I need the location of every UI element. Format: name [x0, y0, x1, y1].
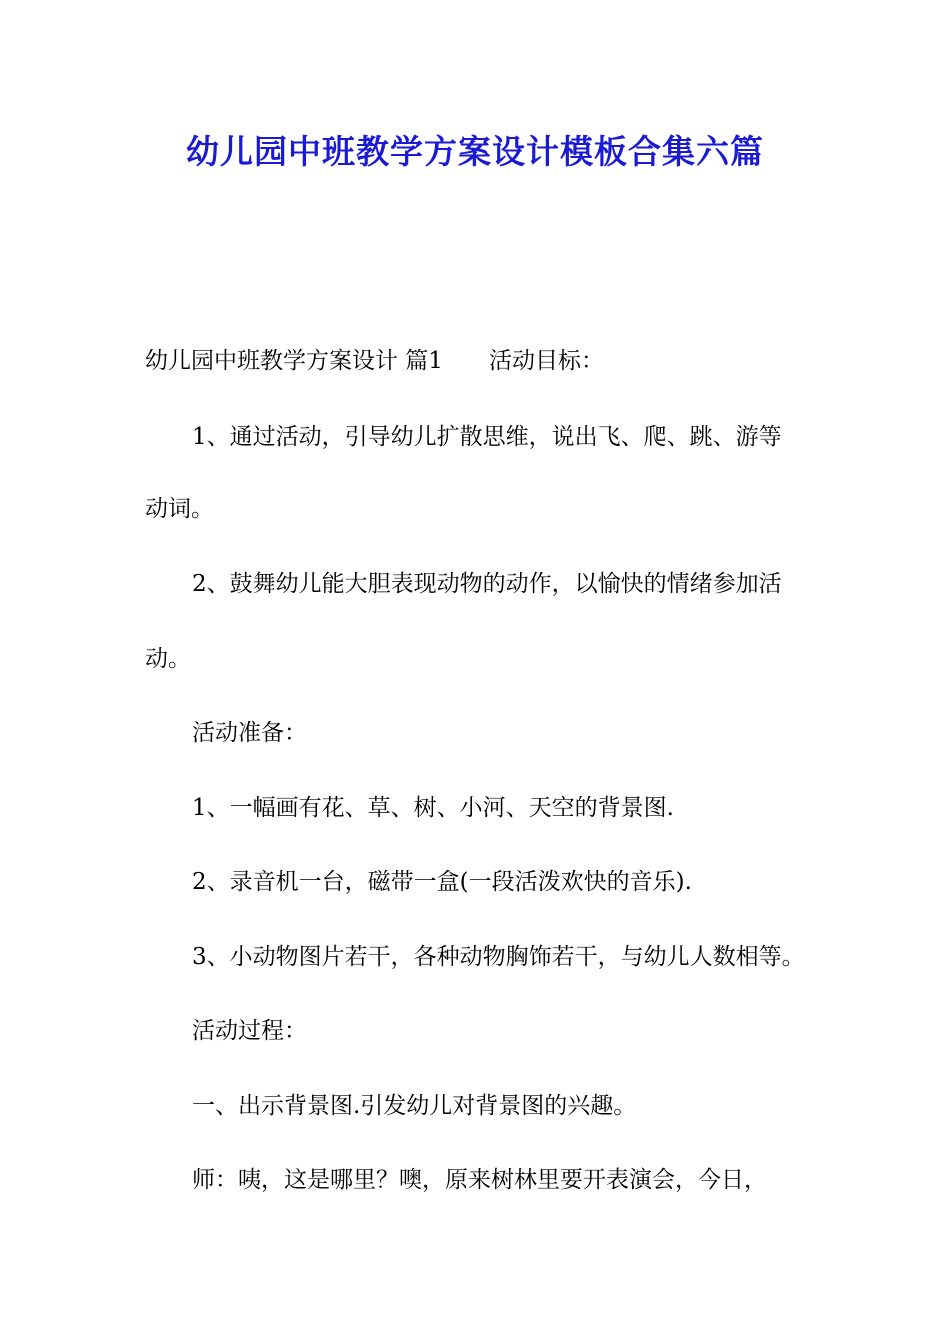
paragraph-line: 活动过程： [192, 1018, 307, 1044]
paragraph-line: 一、出示背景图.引发幼儿对背景图的兴趣。 [192, 1093, 637, 1119]
paragraph-line: 3、小动物图片若干，各种动物胸饰若干，与幼儿人数相等。 [192, 944, 805, 970]
paragraph-line: 师：咦，这是哪里？噢，原来树林里要开表演会，今日， [192, 1167, 767, 1193]
paragraph-line: 1、一幅画有花、草、树、小河、天空的背景图. [192, 795, 674, 821]
paragraph-line: 动。 [145, 646, 191, 672]
section-heading-line [145, 345, 604, 377]
paragraph-line: 1、通过活动，引导幼儿扩散思维，说出飞、爬、跳、游等 [192, 424, 782, 450]
goals-label: 活动目标： [488, 348, 604, 374]
section-heading: 幼儿园中班教学方案设计 篇1 [145, 348, 443, 374]
paragraph-line: 2、录音机一台，磁带一盒(一段活泼欢快的音乐). [192, 869, 692, 895]
paragraph-line: 活动准备： [192, 720, 307, 746]
paragraph-line: 2、鼓舞幼儿能大胆表现动物的动作，以愉快的情绪参加活 [192, 571, 782, 597]
document-title: 幼儿园中班教学方案设计模板合集六篇 [186, 132, 764, 171]
paragraph-line: 动词。 [145, 496, 214, 522]
